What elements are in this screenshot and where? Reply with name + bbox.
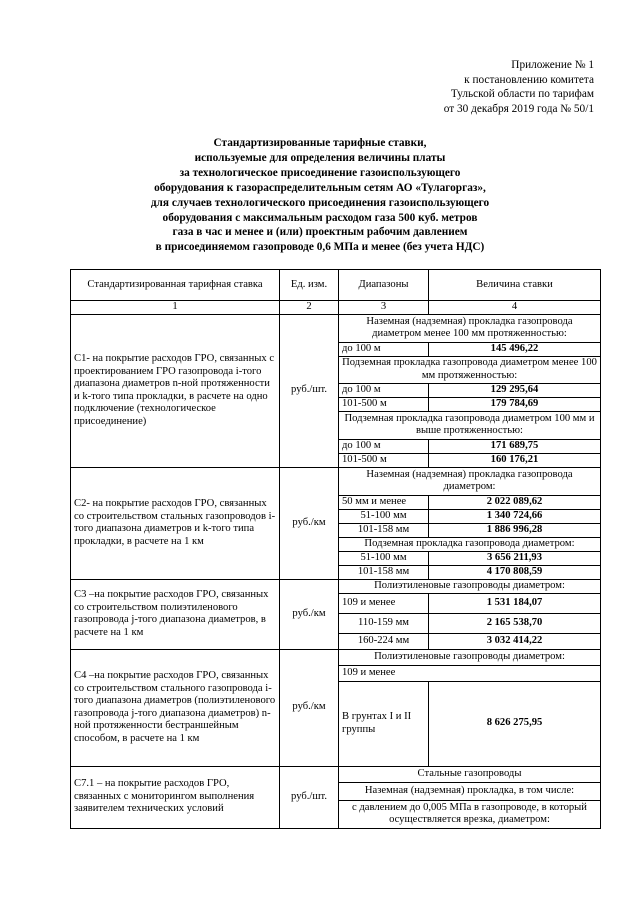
title-line: используемые для определения величины платы	[194, 151, 446, 164]
rate-c1-description: С1- на покрытие расходов ГРО, связанных с проектированием ГРО газопровода i-того диапазона диаметров n-ной протяженности и k-того типа прокладки, в расчете на одно подключение (технологическое присоединение)	[71, 314, 280, 467]
range-cell: 50 мм и менее	[339, 495, 429, 509]
value-cell: 145 496,22	[429, 342, 601, 356]
appendix-line-1: Приложение № 1	[511, 59, 594, 71]
value-cell: 3 656 211,93	[429, 551, 601, 565]
c3-subheader: Полиэтиленовые газопроводы диаметром:	[339, 579, 601, 593]
rate-c2-unit: руб./км	[280, 467, 339, 579]
value-cell: 179 784,69	[429, 397, 601, 411]
range-cell: В грунтах I и II группы	[339, 681, 429, 766]
value-cell: 2 022 089,62	[429, 495, 601, 509]
value-cell: 129 295,64	[429, 383, 601, 397]
rate-c4-description: С4 –на покрытие расходов ГРО, связанных со строительством стального газопровода i-того диапазона диаметров (полиэтиленового газопровода j-того диапазона диаметров) n-ной протяженности бестраншейным способом, в расчете на 1 км	[71, 649, 280, 766]
value-cell: 1 531 184,07	[429, 593, 601, 613]
rate-c71-unit: руб./шт.	[280, 766, 339, 828]
c4-subheader: Полиэтиленовые газопроводы диаметром:	[339, 649, 601, 665]
rate-c1-unit: руб./шт.	[280, 314, 339, 467]
appendix-line-2: к постановлению комитета	[464, 73, 594, 86]
value-cell: 160 176,21	[429, 453, 601, 467]
range-cell: 101-500 м	[339, 453, 429, 467]
header-value: Величина ставки	[429, 270, 601, 301]
appendix-block	[354, 58, 594, 116]
c71-subheader: с давлением до 0,005 МПа в газопроводе, в который осуществляется врезка, диаметром:	[339, 800, 601, 828]
range-cell: 101-500 м	[339, 397, 429, 411]
c1-subheader: Наземная (надземная) прокладка газопровода диаметром менее 100 мм протяженностью:	[339, 314, 601, 342]
value-cell: 1 340 724,66	[429, 509, 601, 523]
title-line: для случаев технологического присоединения газоиспользующего	[150, 196, 490, 209]
table-row	[71, 314, 601, 342]
c4-subheader: 109 и менее	[339, 665, 601, 681]
c1-subheader: Подземная прокладка газопровода диаметром 100 мм и выше протяженностью:	[339, 411, 601, 439]
range-cell: до 100 м	[339, 383, 429, 397]
title-line: оборудования с максимальным расходом газа 500 куб. метров	[162, 211, 478, 224]
header-range: Диапазоны	[339, 270, 429, 301]
rate-c71-description: С7.1 – на покрытие расходов ГРО, связанных с мониторингом выполнения заявителем технических условий	[71, 766, 280, 828]
range-cell: 110-159 мм	[339, 613, 429, 633]
range-cell: 101-158 мм	[339, 523, 429, 537]
col-number: 3	[339, 301, 429, 315]
title-line: газа в час и менее и (или) проектным рабочим давлением	[172, 226, 468, 239]
rate-c3-unit: руб./км	[280, 579, 339, 649]
c1-subheader: Подземная прокладка газопровода диаметром менее 100 мм протяженностью:	[339, 356, 601, 383]
header-unit: Ед. изм.	[280, 270, 339, 301]
range-cell: до 100 м	[339, 342, 429, 356]
table-header-row	[71, 270, 601, 301]
tariff-table	[70, 269, 601, 829]
table-number-row	[71, 301, 601, 315]
value-cell: 1 886 996,28	[429, 523, 601, 537]
range-cell: до 100 м	[339, 439, 429, 453]
range-cell: 160-224 мм	[339, 633, 429, 649]
value-cell: 171 689,75	[429, 439, 601, 453]
appendix-line-3: Тульской области по тарифам	[450, 88, 594, 101]
header-rate: Стандартизированная тарифная ставка	[71, 270, 280, 301]
range-cell: 109 и менее	[339, 593, 429, 613]
value-cell: 3 032 414,22	[429, 633, 601, 649]
title-line: оборудования к газораспределительным сетям АО «Тулагоргаз»,	[154, 181, 486, 194]
title-line: в присоединяемом газопроводе 0,6 МПа и менее (без учета НДС)	[155, 241, 485, 254]
title-line: Стандартизированные тарифные ставки,	[213, 137, 427, 149]
col-number: 2	[280, 301, 339, 315]
value-cell: 2 165 538,70	[429, 613, 601, 633]
table-row	[71, 649, 601, 665]
rate-c3-description: С3 –на покрытие расходов ГРО, связанных со строительством полиэтиленового газопровода j-того диапазона диаметров, в расчете на 1 км	[71, 579, 280, 649]
document-title	[100, 136, 540, 255]
range-cell: 101-158 мм	[339, 565, 429, 579]
range-cell: 51-100 мм	[339, 509, 429, 523]
c71-subheader: Стальные газопроводы	[339, 766, 601, 782]
col-number: 1	[71, 301, 280, 315]
table-row	[71, 579, 601, 593]
c2-subheader: Наземная (надземная) прокладка газопровода диаметром:	[339, 467, 601, 495]
table-row	[71, 766, 601, 782]
value-cell: 4 170 808,59	[429, 565, 601, 579]
rate-c2-description: С2- на покрытие расходов ГРО, связанных со строительством стальных газопроводов i-того диапазона диаметров и k-того типа прокладки, в расчете на 1 км	[71, 467, 280, 579]
c71-subheader: Наземная (надземная) прокладка, в том числе:	[339, 782, 601, 800]
title-line: за технологическое присоединение газоиспользующего	[179, 166, 461, 179]
c2-subheader: Подземная прокладка газопровода диаметром:	[339, 537, 601, 551]
range-cell: 51-100 мм	[339, 551, 429, 565]
rate-c4-unit: руб./км	[280, 649, 339, 766]
table-row	[71, 467, 601, 495]
value-cell: 8 626 275,95	[429, 681, 601, 766]
col-number: 4	[429, 301, 601, 315]
appendix-line-4: от 30 декабря 2019 года № 50/1	[443, 102, 594, 115]
